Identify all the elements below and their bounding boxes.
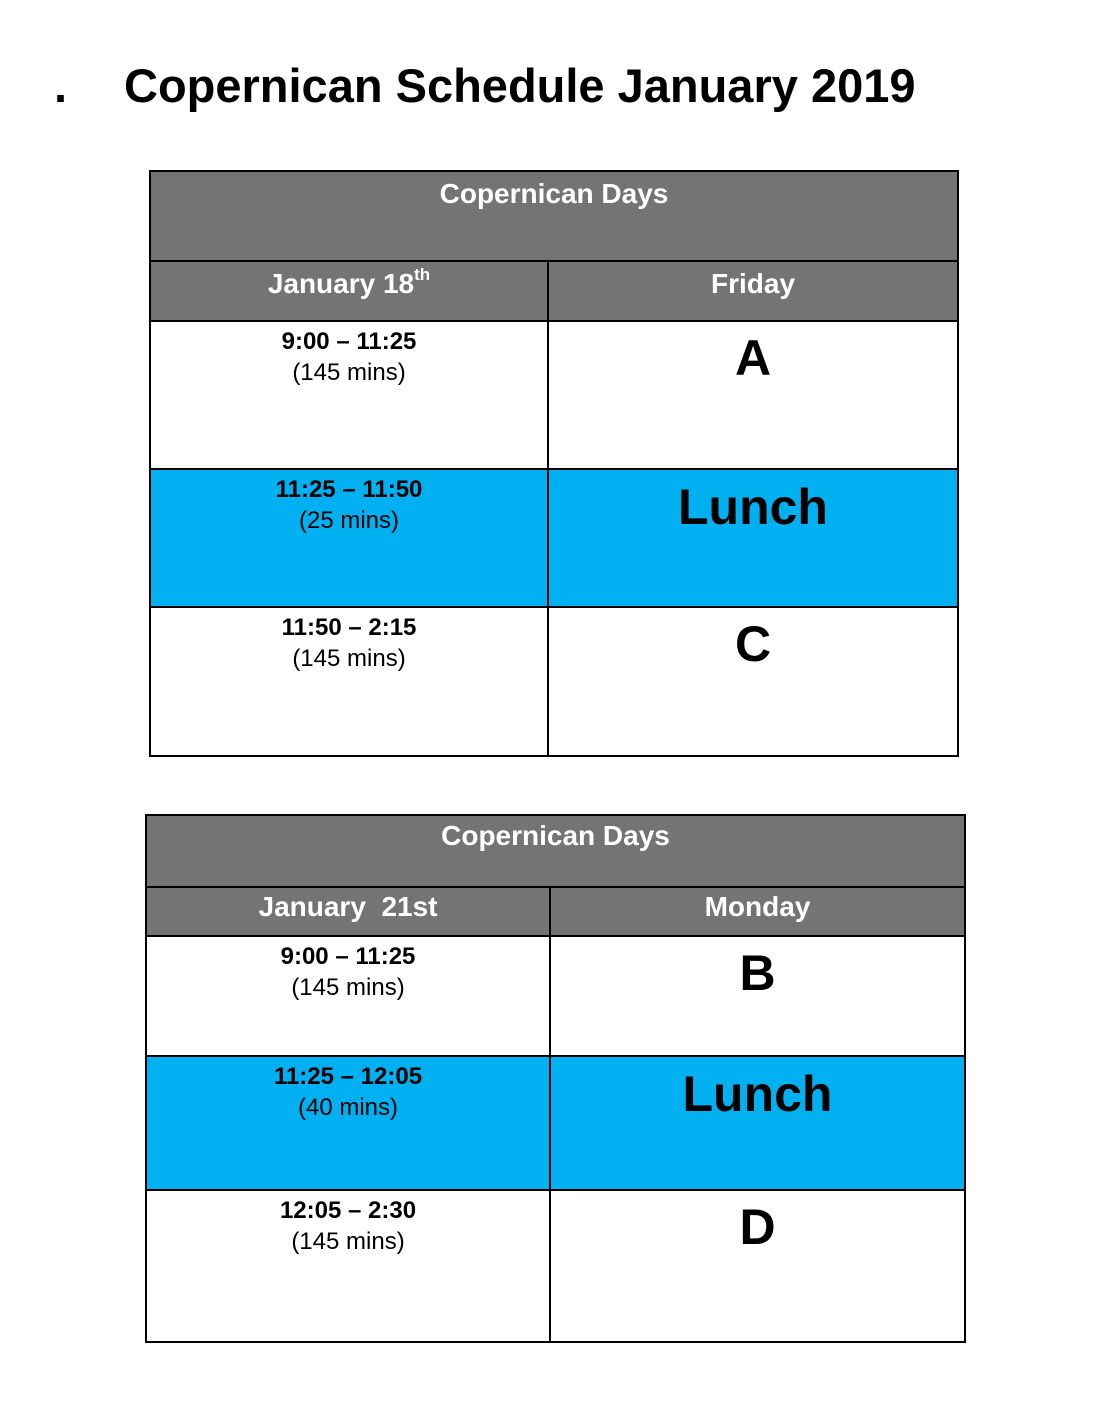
block-cell (550, 1190, 965, 1342)
time-cell (150, 469, 548, 607)
date-header: January 21st (146, 887, 550, 936)
title-text: Copernican Schedule January 2019 (124, 59, 916, 112)
time-range: 9:00 – 11:25 (281, 328, 417, 355)
block-cell (548, 469, 958, 607)
block-cell (550, 1056, 965, 1190)
block-label: Lunch (678, 479, 828, 535)
duration: (145 mins) (291, 974, 405, 1001)
block-cell (550, 936, 965, 1056)
block-label: A (734, 330, 772, 386)
time-range: 11:25 – 12:05 (273, 1063, 423, 1090)
time-range: 9:00 – 11:25 (280, 943, 416, 970)
date-header: January 18th (150, 261, 548, 321)
page-title (54, 58, 916, 114)
time-range: 11:25 – 11:50 (275, 476, 423, 503)
date-suffix: th (414, 265, 431, 284)
duration: (40 mins) (297, 1094, 399, 1121)
table-header: Copernican Days (150, 171, 958, 261)
time-range: 11:50 – 2:15 (281, 614, 417, 641)
time-cell (146, 936, 550, 1056)
table-row (150, 321, 958, 469)
duration: (25 mins) (298, 507, 400, 534)
table-row-lunch (146, 1056, 965, 1190)
title-bullet: . (54, 59, 68, 112)
block-label: D (739, 1199, 776, 1255)
duration: (145 mins) (291, 1228, 405, 1255)
block-label: B (739, 945, 776, 1001)
block-label: C (734, 616, 772, 672)
time-range: 12:05 – 2:30 (279, 1197, 417, 1224)
table-row-lunch (150, 469, 958, 607)
table-header: Copernican Days (146, 815, 965, 887)
block-cell (548, 321, 958, 469)
table-row (146, 936, 965, 1056)
time-cell (150, 607, 548, 756)
time-cell (146, 1190, 550, 1342)
table-row (146, 1190, 965, 1342)
schedule-table-jan-18 (149, 170, 959, 757)
day-header: Friday (548, 261, 958, 321)
time-cell (146, 1056, 550, 1190)
block-label: Lunch (682, 1066, 833, 1122)
time-cell (150, 321, 548, 469)
block-cell (548, 607, 958, 756)
schedule-table-jan-21 (145, 814, 966, 1343)
duration: (145 mins) (292, 645, 406, 672)
table-row (150, 607, 958, 756)
duration: (145 mins) (292, 359, 406, 386)
day-header: Monday (550, 887, 965, 936)
